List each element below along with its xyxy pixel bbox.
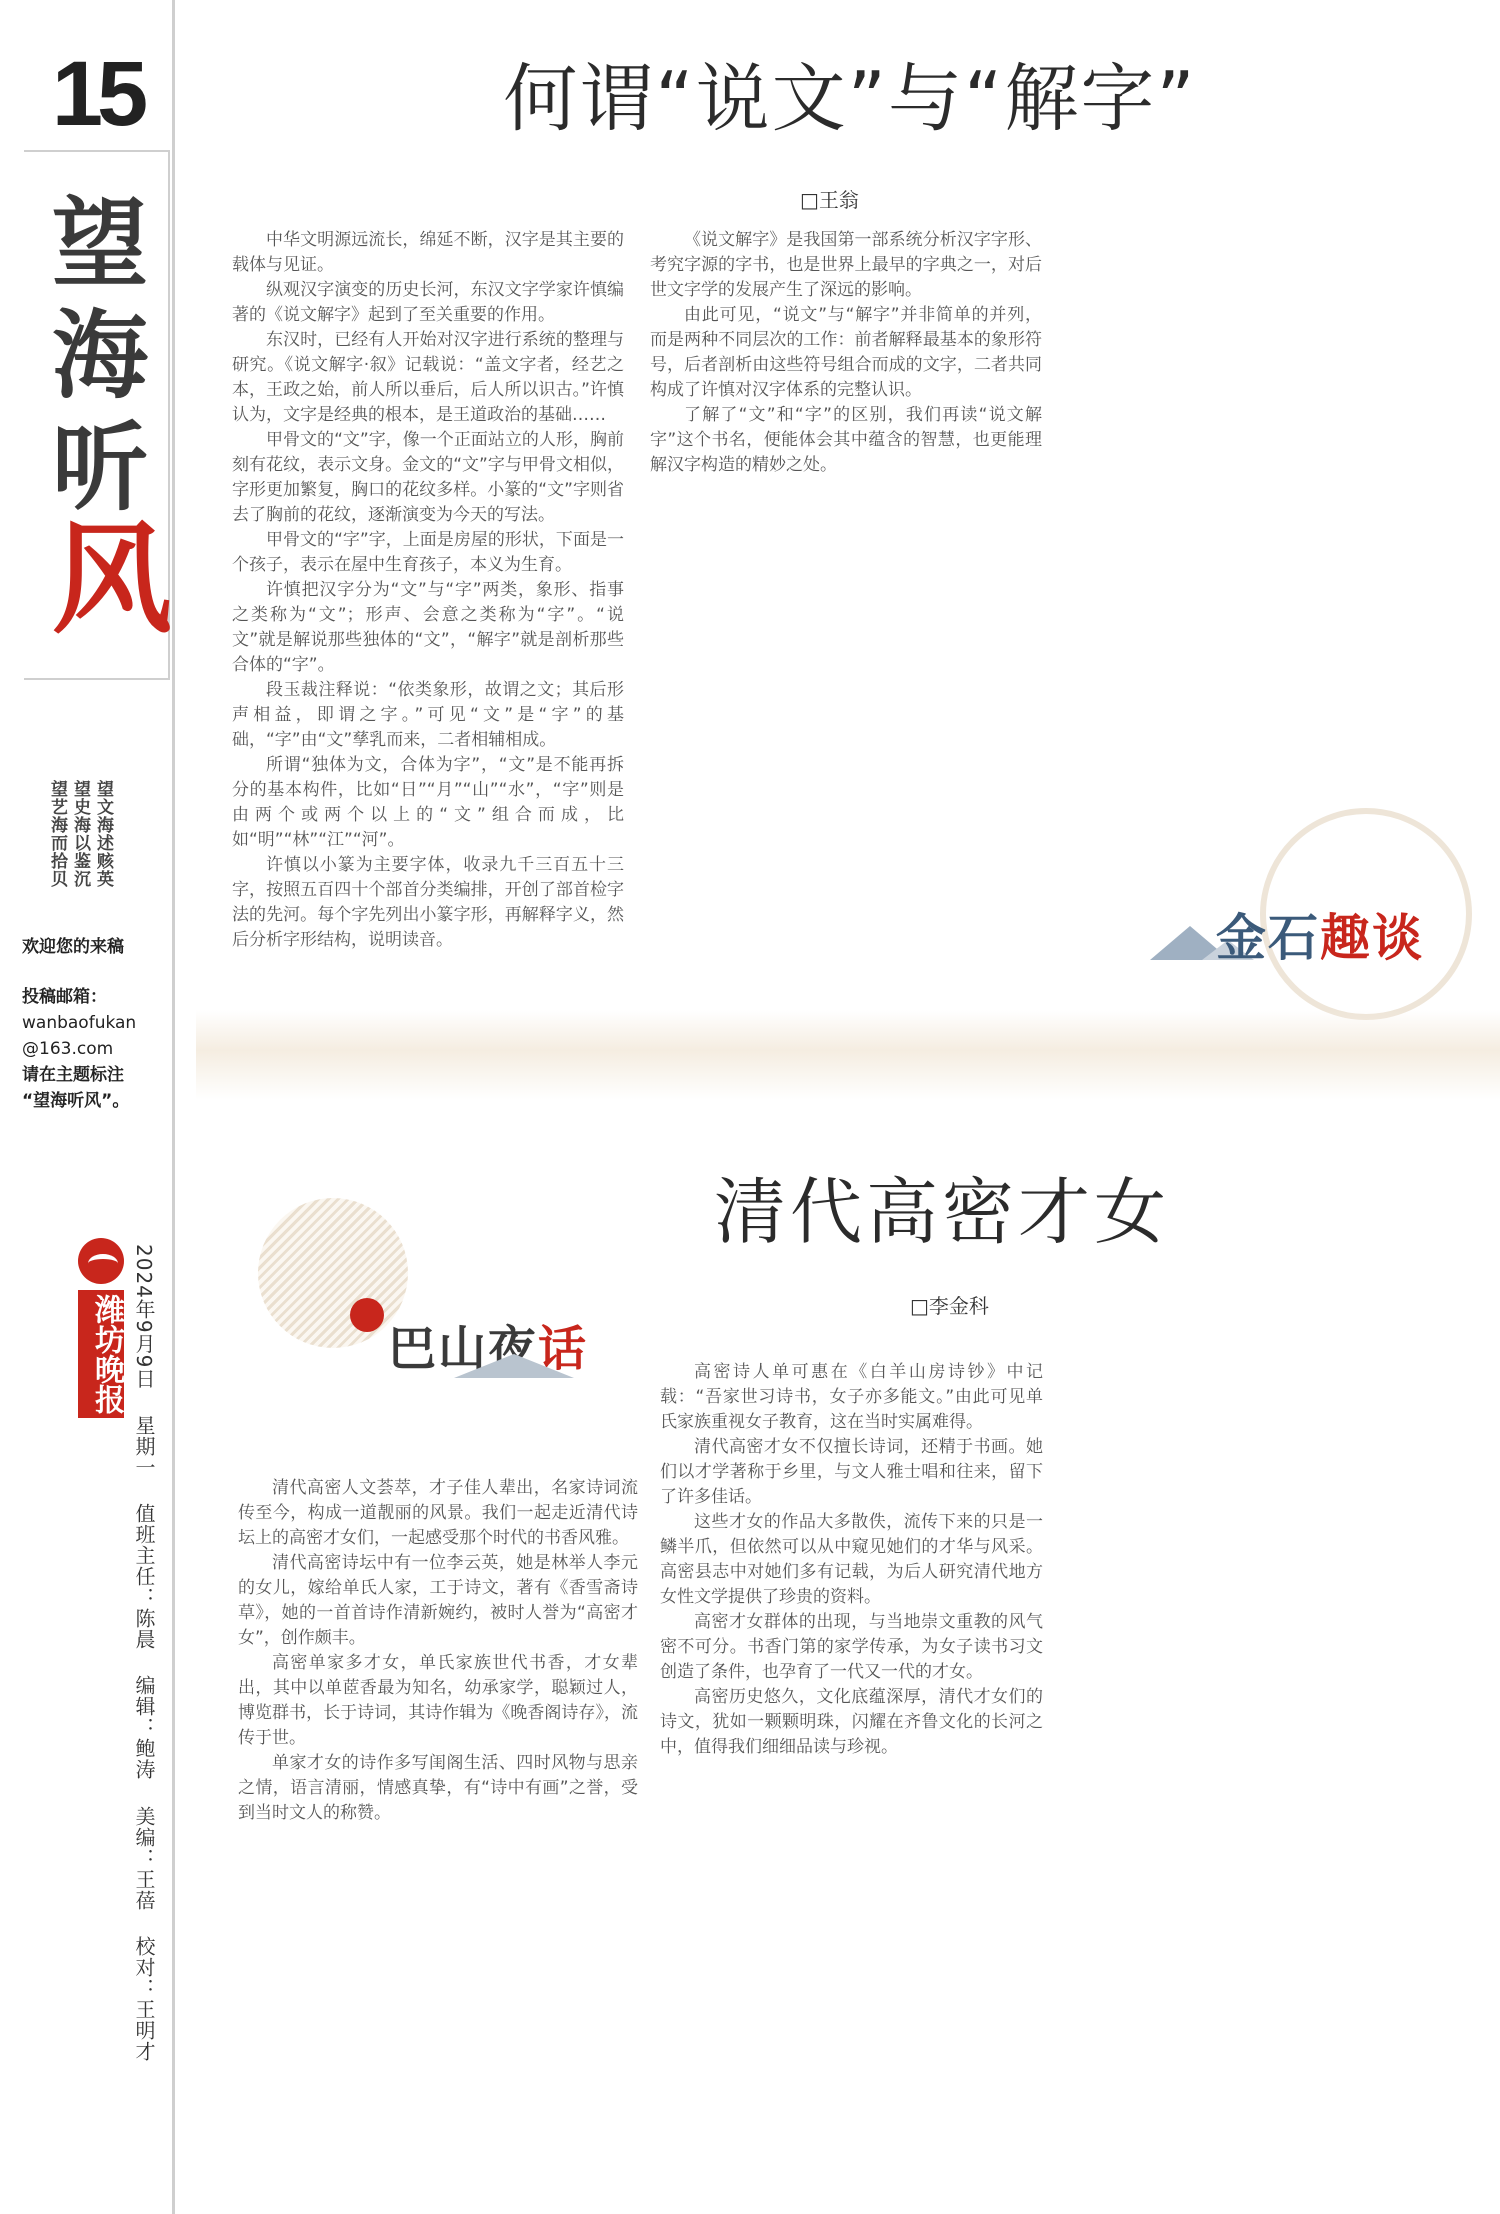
section-stamp-jinshi	[1150, 868, 1460, 988]
paragraph: 所谓“独体为文，合体为字”，“文”是不能再拆分的基本构件，比如“日”“月”“山”“水”，“字”则是由两个或两个以上的“文”组合而成，比如“明”“林”“江”“河”。	[232, 755, 624, 850]
paragraph: 甲骨文的“文”字，像一个正面站立的人形，胸前刻有花纹，表示文身。金文的“文”字与甲骨文相似，字形更加繁复，胸口的花纹多样。小篆的“文”字则省去了胸前的花纹，逐渐演变为今天的写法。	[232, 430, 624, 525]
paragraph: 甲骨文的“字”字，上面是房屋的形状，下面是一个孩子，表示在屋中生育孩子，本义为生育。	[232, 530, 624, 575]
paragraph: 清代高密才女不仅擅长诗词，还精于书画。她们以才学著称于乡里，与文人雅士唱和往来，留下了许多佳话。	[660, 1437, 1043, 1507]
section-name-left: 金石	[1216, 908, 1320, 967]
paragraph: 清代高密诗坛中有一位李云英，她是林举人李元的女儿，嫁给单氏人家，工于诗文，著有《香雪斋诗草》，她的一首首诗作清新婉约，被时人誉为“高密才女”，创作颇丰。	[238, 1553, 638, 1648]
welcome-text: 欢迎您的来稿	[22, 937, 124, 957]
submit-label: 投稿邮箱：	[22, 987, 107, 1007]
column-title	[52, 187, 172, 650]
column-title-highlight: 风	[52, 509, 172, 650]
motto-line: 望艺海而拾贝	[47, 780, 67, 888]
paragraph: 高密才女群体的出现，与当地崇文重教的风气密不可分。书香门第的家学传承，为女子读书习文创造了条件，也孕育了一代又一代的才女。	[660, 1612, 1043, 1682]
column-motto	[48, 780, 111, 930]
newspaper-name: 潍坊晚报	[78, 1290, 124, 1418]
logo-icon	[78, 1238, 124, 1284]
section-stamp-bashan	[240, 1198, 610, 1398]
newspaper-logo	[72, 1238, 132, 1418]
section-name-left: 巴山夜	[388, 1321, 539, 1377]
paragraph: 《说文解字》是我国第一部系统分析汉字字形、考究字源的字书，也是世界上最早的字典之一，对后世文字学的发展产生了深远的影响。	[650, 230, 1042, 300]
section-divider-band	[196, 1010, 1500, 1100]
issue-weekday: 星期一	[132, 1414, 156, 1478]
email-user[interactable]: wanbaofukan	[22, 1013, 137, 1033]
editor: 编辑：鲍涛	[132, 1675, 156, 1781]
issue-info	[130, 1244, 158, 2080]
paragraph: 单家才女的诗作多写闺阁生活、四时风物与思亲之情，语言清丽，情感真挚，有“诗中有画”之誉，受到当时文人的称赞。	[238, 1753, 638, 1823]
section-name	[1216, 898, 1424, 970]
article2-title: 清代高密才女	[714, 1170, 1171, 1254]
email-domain[interactable]: @163.com	[22, 1039, 114, 1059]
paragraph: 许慎以小篆为主要字体，收录九千三百五十三字，按照五百四十个部首分类编排，开创了部首检字法的先河。每个字先列出小篆字形，再解释字义，然后分析字形结构，说明读音。	[232, 855, 624, 950]
issue-date: 2024年9月9日	[132, 1244, 156, 1390]
paragraph: 高密历史悠久，文化底蕴深厚，清代才女们的诗文，犹如一颗颗明珠，闪耀在齐鲁文化的长河之中，值得我们细细品读与珍视。	[660, 1687, 1043, 1757]
duty-editor: 值班主任：陈晨	[132, 1503, 156, 1651]
article1-author: □王翁	[800, 188, 859, 212]
left-rail	[22, 0, 172, 2214]
note-line: 请在主题标注	[22, 1065, 124, 1085]
section-name-right: 趣谈	[1320, 908, 1424, 967]
note-line: “望海听风”。	[22, 1091, 130, 1111]
motto-line: 望文海述赅英	[93, 780, 113, 888]
sun-icon	[350, 1298, 384, 1332]
motto-line: 望史海以鉴沉	[70, 780, 90, 888]
paragraph: 段玉裁注释说：“依类象形，故谓之文；其后形声相益，即谓之字。”可见“文”是“字”的基础，“字”由“文”孳乳而来，二者相辅相成。	[232, 680, 624, 750]
mountain-icon	[454, 1354, 574, 1378]
designer: 美编：王蓓	[132, 1805, 156, 1911]
paragraph: 中华文明源远流长，绵延不断，汉字是其主要的载体与见证。	[232, 230, 624, 275]
article2-body-left	[238, 1476, 638, 2206]
paragraph: 高密单家多才女，单氏家族世代书香，才女辈出，其中以单茝香最为知名，幼承家学，聪颖过人，博览群书，长于诗词，其诗作辑为《晚香阁诗存》，流传于世。	[238, 1653, 638, 1748]
proofreader: 校对：王明才	[132, 1936, 156, 2063]
page-number: 15	[51, 43, 143, 145]
column-title-main: 望海听	[52, 187, 148, 524]
paragraph: 纵观汉字演变的历史长河，东汉文字学家许慎编著的《说文解字》起到了至关重要的作用。	[232, 280, 624, 325]
paragraph: 高密诗人单可惠在《白羊山房诗钞》中记载：“吾家世习诗书，女子亦多能文。”由此可见单氏家族重视女子教育，这在当时实属难得。	[660, 1362, 1043, 1432]
article2-author: □李金科	[910, 1294, 989, 1318]
rail-divider	[172, 0, 175, 2214]
paragraph: 许慎把汉字分为“文”与“字”两类，象形、指事之类称为“文”；形声、会意之类称为“字”。“说文”就是解说那些独体的“文”，“解字”就是剖析那些合体的“字”。	[232, 580, 624, 675]
article1-title: 何谓“说文”与“解字”	[503, 56, 1197, 142]
paragraph: 了解了“文”和“字”的区别，我们再读“说文解字”这个书名，便能体会其中蕴含的智慧，也更能理解汉字构造的精妙之处。	[650, 405, 1042, 475]
paragraph: 清代高密人文荟萃，才子佳人辈出，名家诗词流传至今，构成一道靓丽的风景。我们一起走近清代诗坛上的高密才女们，一起感受那个时代的书香风雅。	[238, 1478, 638, 1548]
paragraph: 这些才女的作品大多散佚，流传下来的只是一鳞半爪，但依然可以从中窥见她们的才华与风采。高密县志中对她们多有记载，为后人研究清代地方女性文学提供了珍贵的资料。	[660, 1512, 1043, 1607]
paragraph: 东汉时，已经有人开始对汉字进行系统的整理与研究。《说文解字·叙》记载说：“盖文字者，经艺之本，王政之始，前人所以垂后，后人所以识古。”许慎认为，文字是经典的根本，是王道政治的基础……	[232, 330, 624, 425]
decorative-disc	[258, 1198, 408, 1348]
section-name-right: 话	[538, 1321, 589, 1377]
paragraph: 由此可见，“说文”与“解字”并非简单的并列，而是两种不同层次的工作：前者解释最基本的象形符号，后者剖析由这些符号组合而成的文字，二者共同构成了许慎对汉字体系的完整认识。	[650, 305, 1042, 400]
article2-body-right	[660, 1360, 1452, 2206]
